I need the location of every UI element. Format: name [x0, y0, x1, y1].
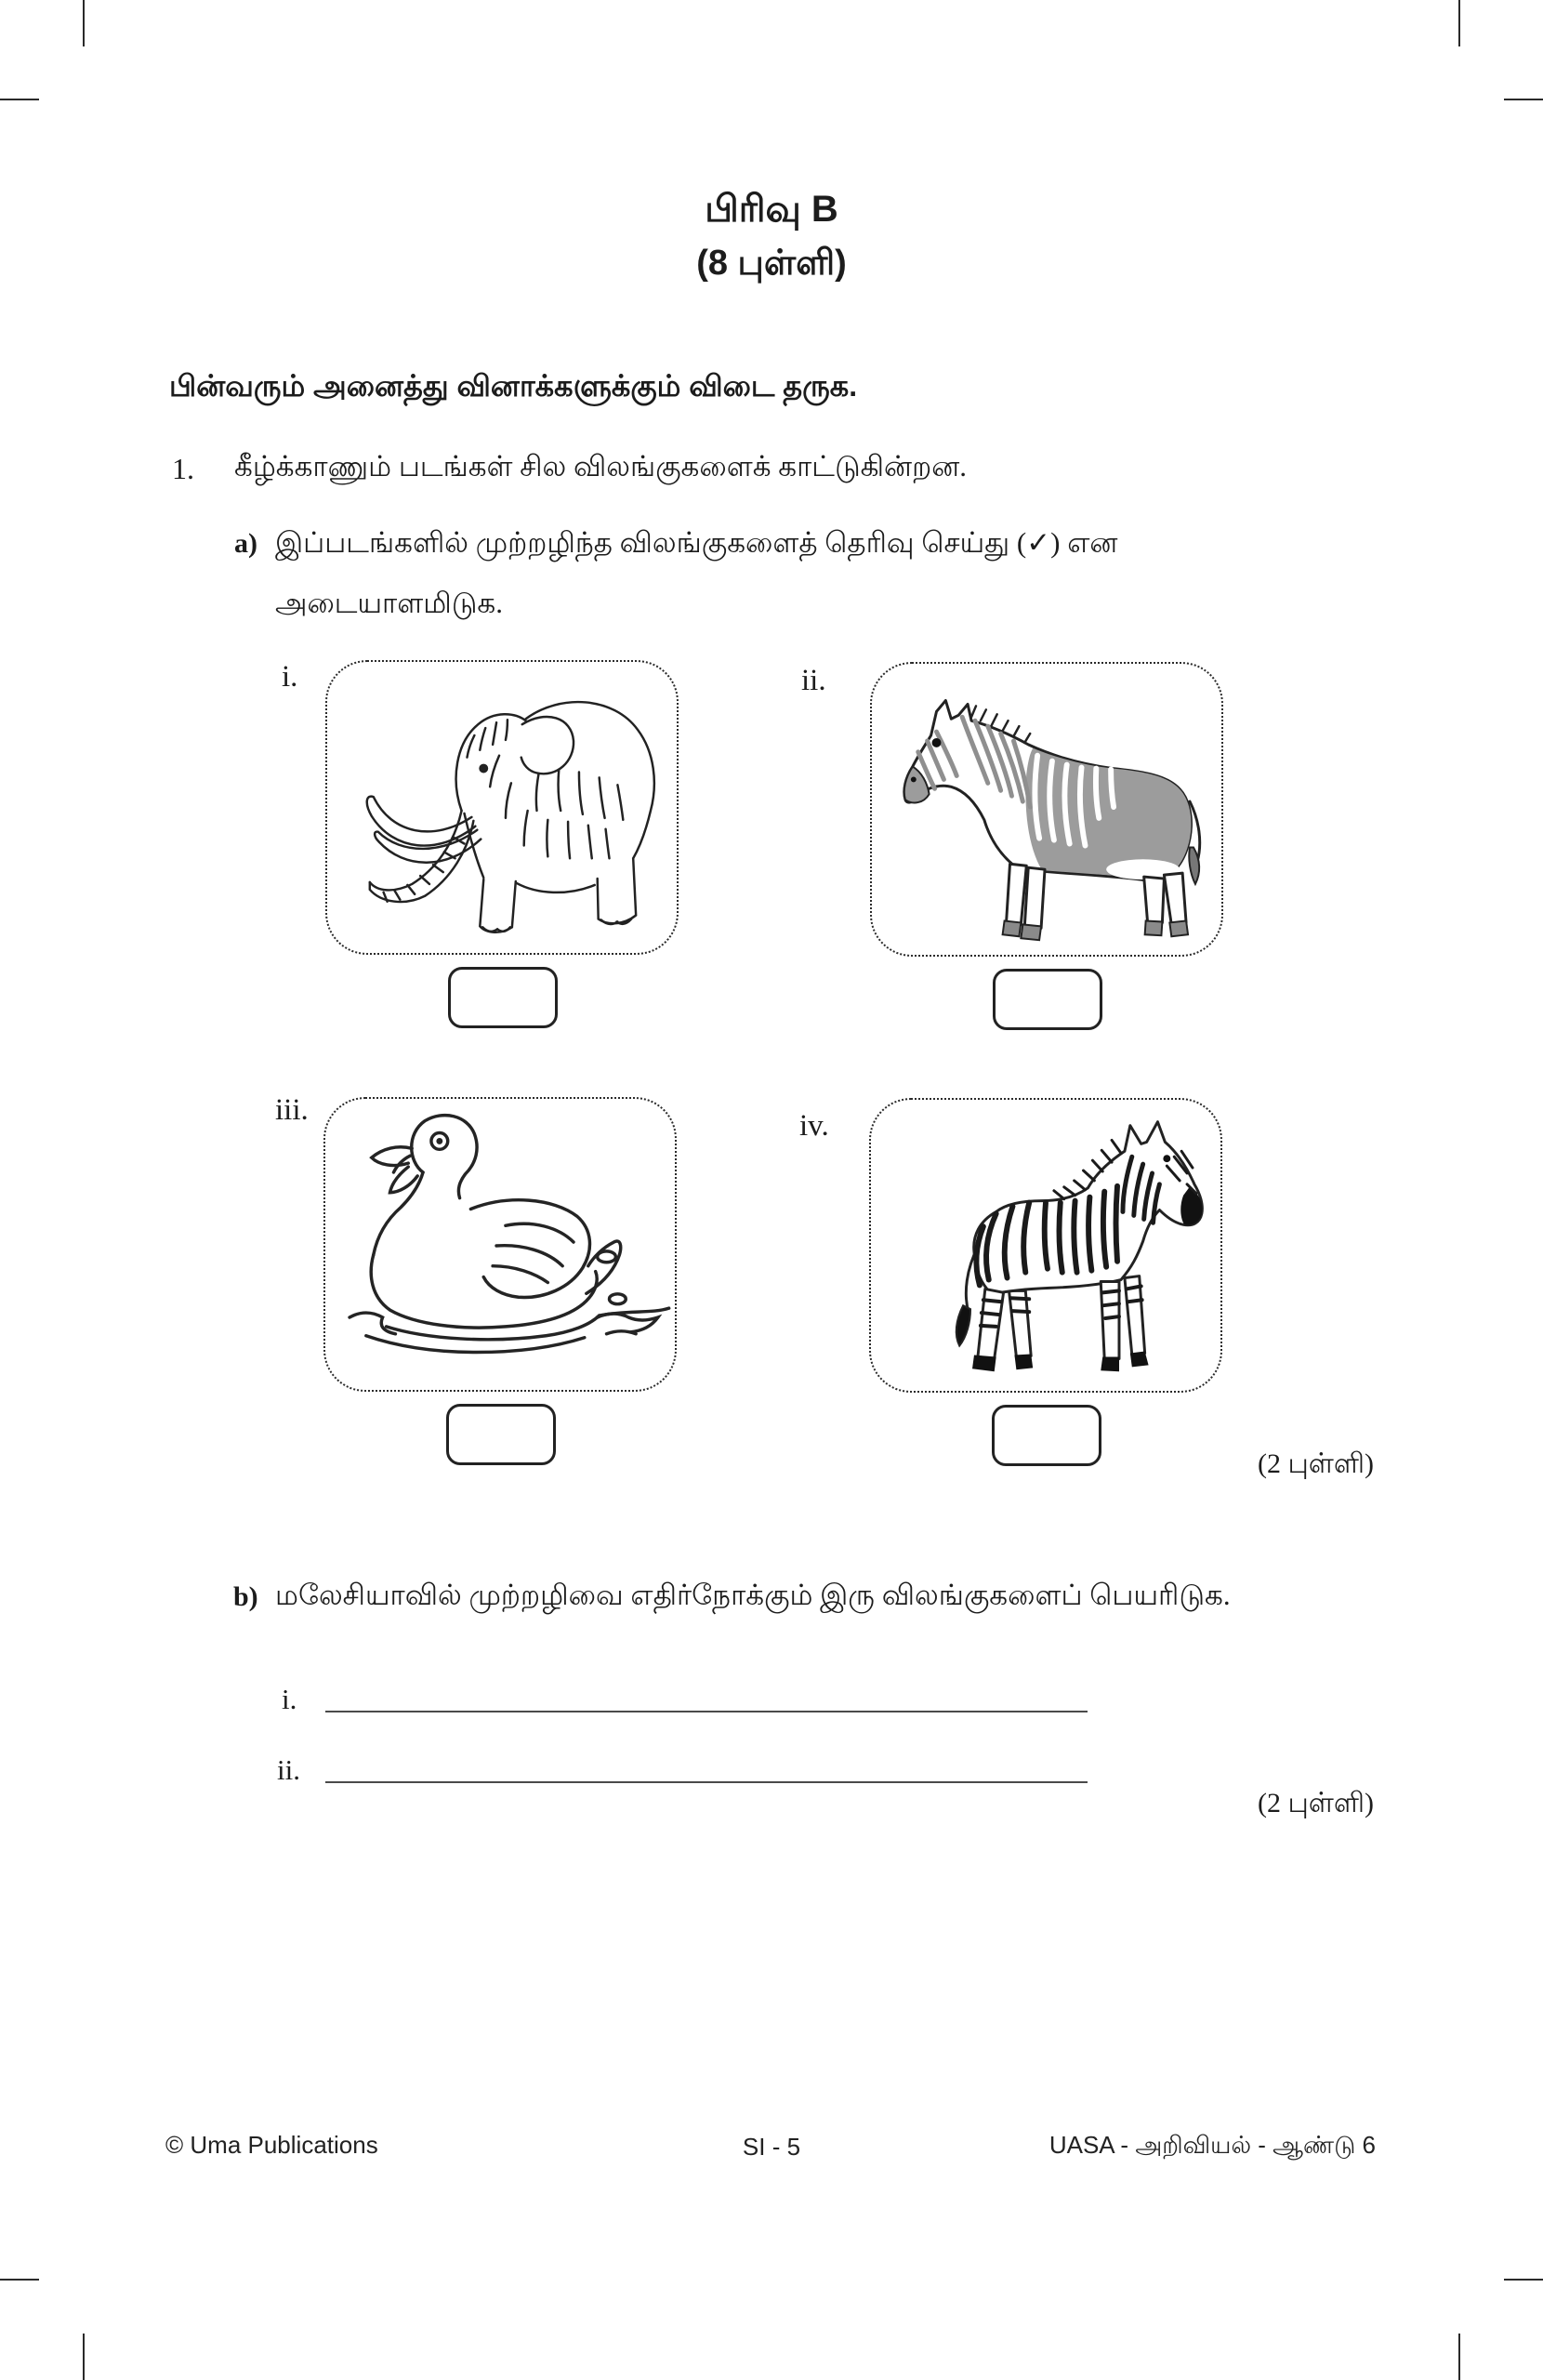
part-b-text: மலேசியாவில் முற்றழிவை எதிர்நோக்கும் இரு விலங்குகளைப் பெயரிடுக. — [275, 1579, 1231, 1611]
figure-cell-i — [282, 660, 679, 955]
crop-mark-bottom-right-v — [1458, 2334, 1460, 2380]
figure-cell-iv — [799, 1098, 1222, 1393]
footer-paper-title: UASA - அறிவியல் - ஆண்டு 6 — [1048, 2131, 1376, 2159]
part-b-label: b) — [233, 1581, 258, 1612]
answer-box-i[interactable] — [448, 967, 558, 1028]
mammoth-drawing — [327, 662, 677, 953]
crop-mark-top-right-h — [1504, 99, 1543, 100]
part-a-label: a) — [234, 528, 257, 559]
crop-mark-top-left-h — [0, 99, 39, 100]
question-text: கீழ்க்காணும் படங்கள் சில விலங்குகளைக் காட்டுகின்றன. — [234, 450, 968, 483]
zebra-drawing — [871, 1100, 1220, 1391]
figure-numeral-i: i. — [282, 660, 298, 694]
answer-numeral-ii: ii. — [277, 1753, 300, 1786]
quagga-image — [870, 662, 1223, 957]
instruction-text: பின்வரும் அனைத்து வினாக்களுக்கும் விடை தருக. — [169, 369, 858, 403]
crop-mark-bottom-left-h — [0, 2279, 39, 2281]
crop-mark-bottom-right-h — [1504, 2279, 1543, 2281]
answer-numeral-i: i. — [282, 1683, 297, 1715]
answer-box-iv[interactable] — [992, 1405, 1101, 1466]
part-a-text-line2: அடையாளமிடுக. — [275, 587, 503, 619]
section-marks: (8 புள்ளி) — [696, 244, 847, 283]
crop-mark-top-right-v — [1458, 0, 1460, 46]
crop-mark-bottom-left-v — [83, 2334, 85, 2380]
part-a-marks: (2 புள்ளி) — [1257, 1448, 1374, 1479]
answer-box-ii[interactable] — [993, 969, 1102, 1030]
question-number: 1. — [172, 452, 194, 485]
figure-numeral-iii: iii. — [275, 1093, 309, 1127]
footer-publisher: © Uma Publications — [165, 2131, 378, 2159]
answer-line-ii[interactable] — [325, 1781, 1088, 1783]
figure-numeral-ii: ii. — [801, 664, 826, 697]
duck-image — [323, 1097, 677, 1392]
crop-mark-top-left-v — [83, 0, 85, 46]
mammoth-image — [325, 660, 679, 955]
duck-drawing — [325, 1099, 675, 1390]
zebra-image — [869, 1098, 1222, 1393]
answer-line-i[interactable] — [325, 1711, 1088, 1712]
part-b-marks: (2 புள்ளி) — [1257, 1788, 1374, 1818]
footer-page-code: SI - 5 — [742, 2133, 801, 2161]
figure-cell-iii — [275, 1093, 677, 1392]
figure-numeral-iv: iv. — [799, 1109, 829, 1143]
figure-cell-ii — [801, 662, 1223, 957]
quagga-drawing — [872, 664, 1221, 955]
answer-box-iii[interactable] — [446, 1404, 556, 1465]
section-title: பிரிவு B — [705, 189, 838, 230]
part-a-text-line1: இப்படங்களில் முற்றழிந்த விலங்குகளைத் தெரிவு செய்து (✓) என — [275, 526, 1118, 559]
